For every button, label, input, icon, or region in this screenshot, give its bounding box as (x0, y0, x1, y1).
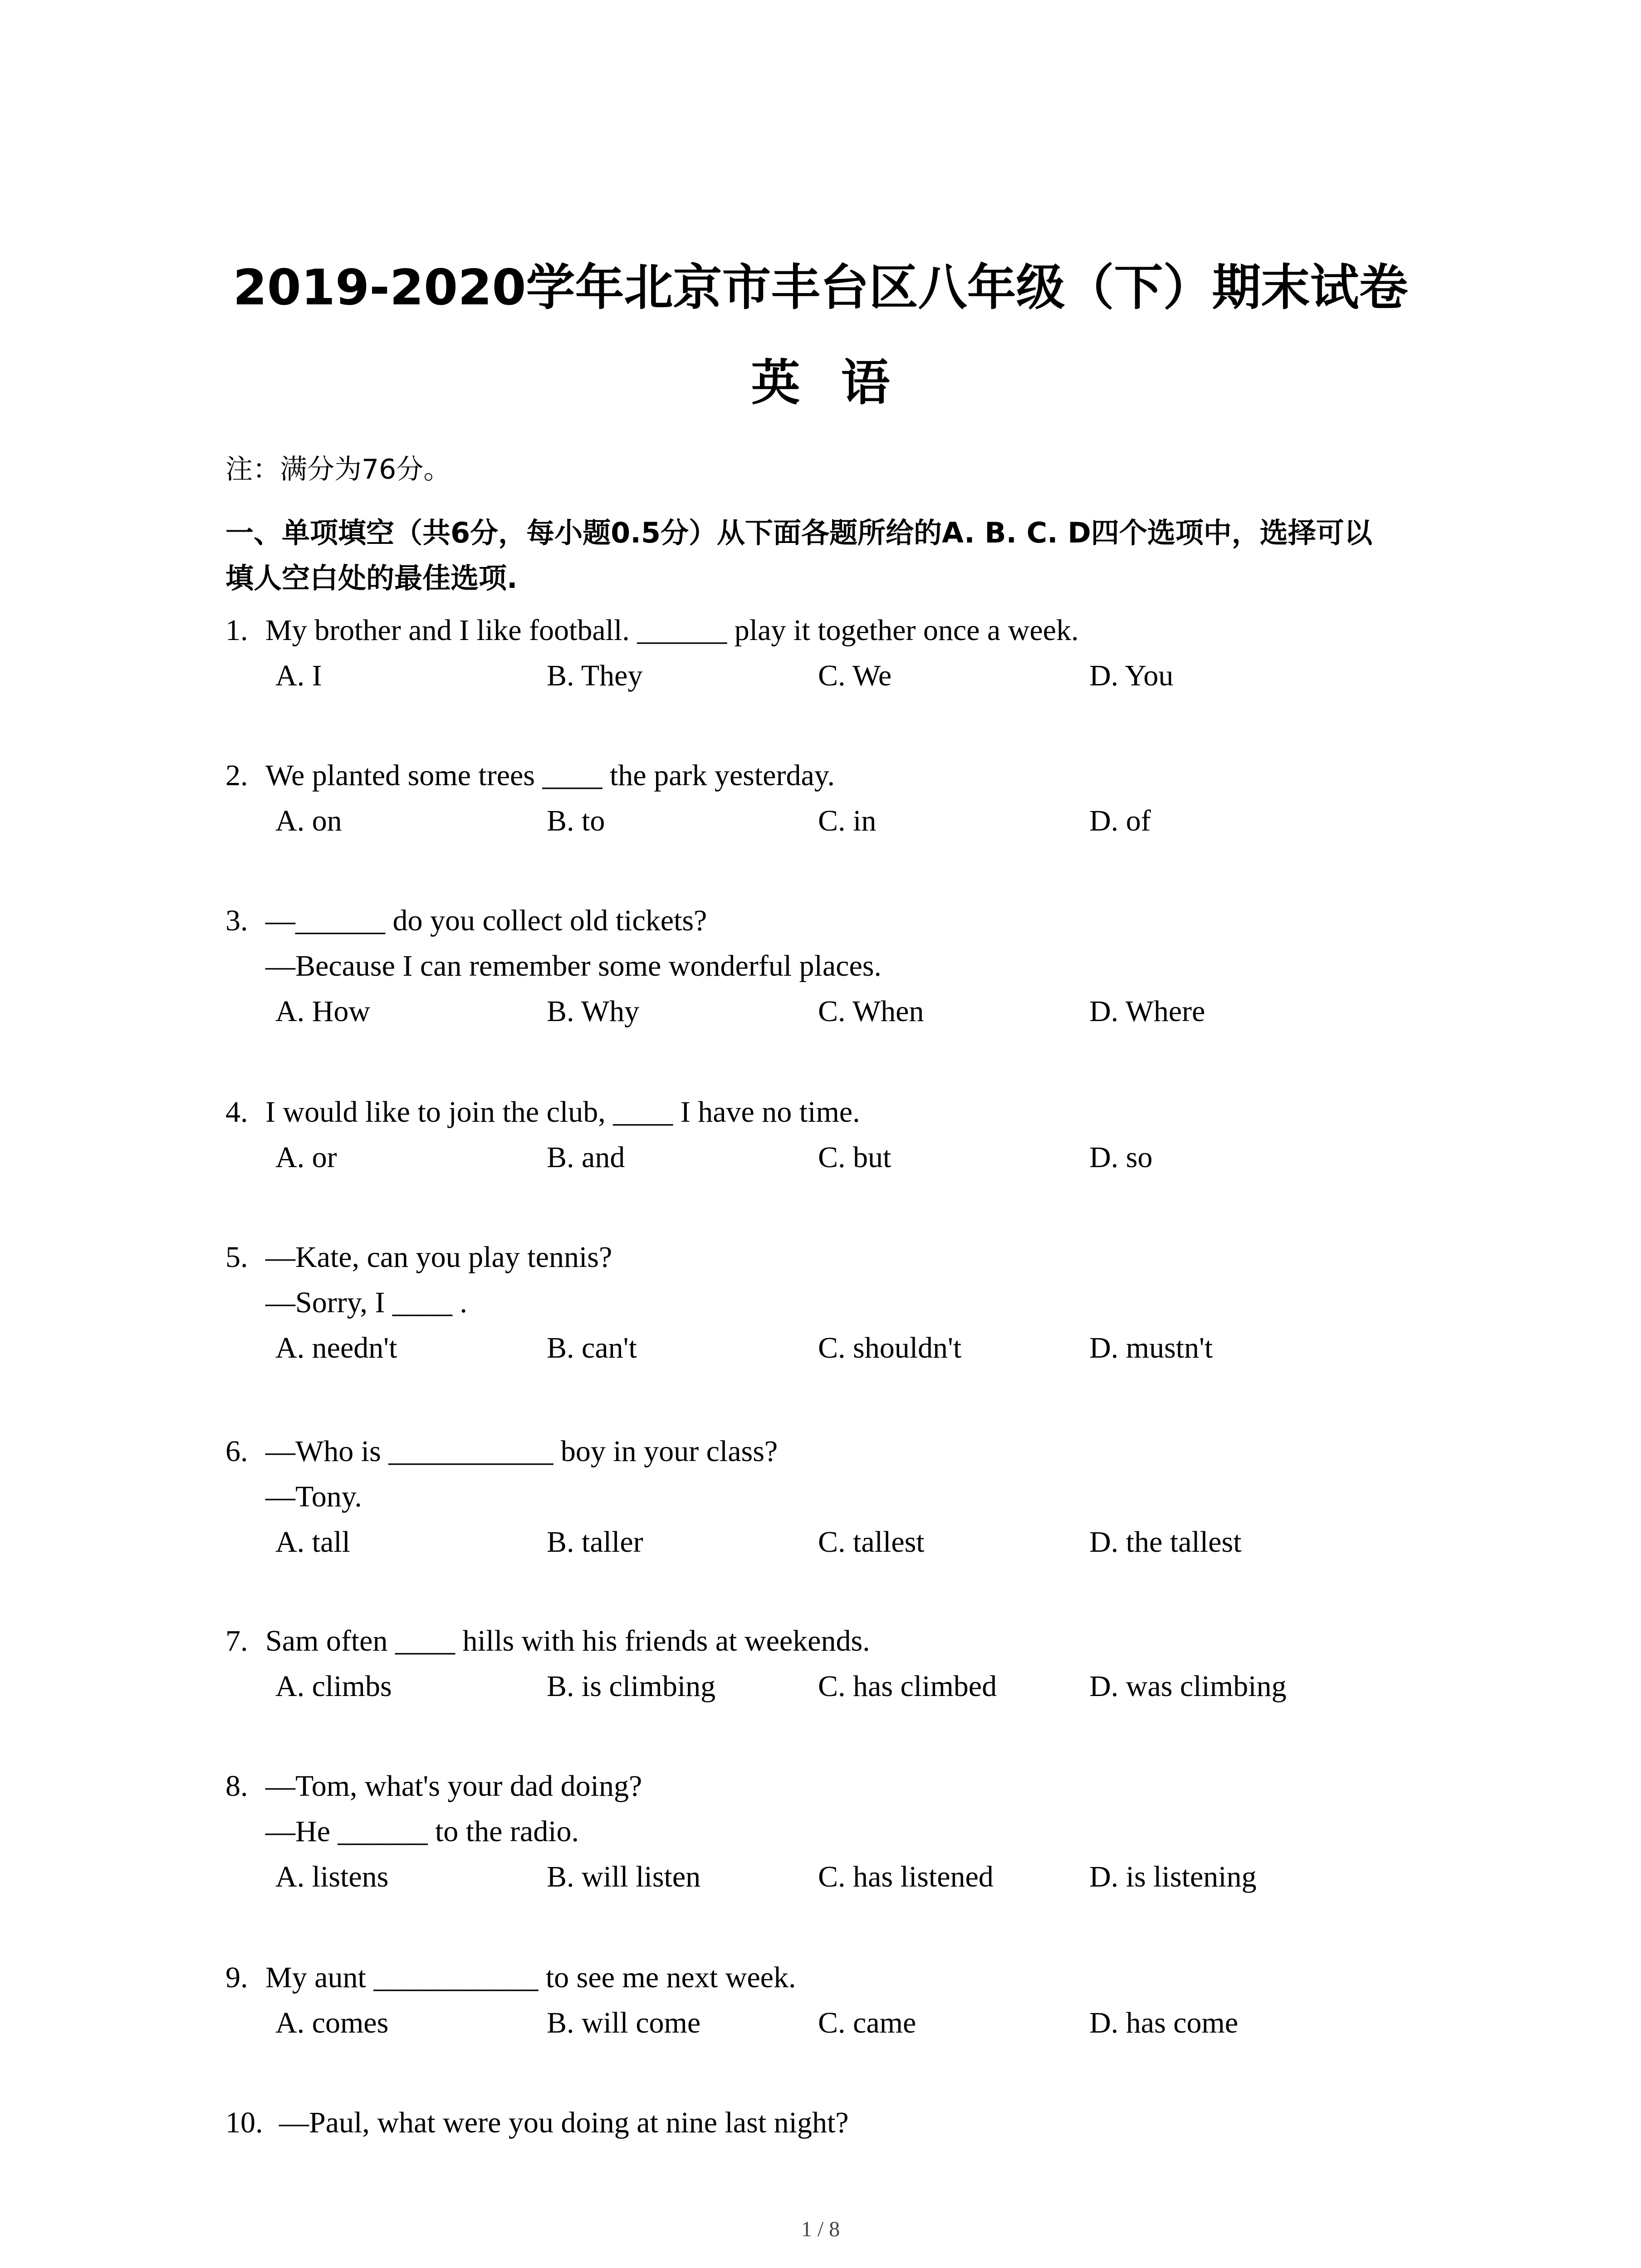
option-d: D. Where (1089, 995, 1205, 1028)
option-b: B. will come (547, 2006, 701, 2039)
option-d: D. mustn't (1089, 1331, 1213, 1364)
question-text: —Kate, can you play tennis? (265, 1241, 612, 1274)
section-instructions-line: 一、单项填空（共6分，每小题0.5分）从下面各题所给的A. B. C. D四个选项中，选择可以 (225, 516, 1372, 549)
question-number: 8. (225, 1769, 248, 1803)
option-b: B. They (547, 659, 643, 692)
section-instructions (225, 510, 1460, 601)
option-a: A. How (275, 995, 370, 1028)
question-text: —Tony. (265, 1480, 362, 1513)
question-text: I would like to join the club, ____ I have no time. (265, 1095, 860, 1129)
option-d: D. of (1089, 804, 1151, 837)
option-d: D. You (1089, 659, 1174, 692)
option-d: D. has come (1089, 2006, 1239, 2039)
option-a: A. or (275, 1141, 337, 1174)
option-d: D. the tallest (1089, 1525, 1242, 1559)
option-a: A. comes (275, 2006, 389, 2039)
option-a: A. listens (275, 1860, 389, 1893)
question-text: —Because I can remember some wonderful places. (265, 949, 882, 982)
option-c: C. in (818, 804, 877, 837)
option-c: C. tallest (818, 1525, 925, 1559)
question-number: 1. (225, 614, 248, 647)
option-b: B. can't (547, 1331, 637, 1364)
question-text: —______ do you collect old tickets? (265, 904, 707, 937)
option-b: B. to (547, 804, 605, 837)
option-d: D. so (1089, 1141, 1153, 1174)
question-number: 6. (225, 1435, 248, 1468)
option-c: C. We (818, 659, 892, 692)
question-number: 10. (225, 2106, 263, 2139)
question-text: We planted some trees ____ the park yesterday. (265, 759, 835, 792)
page-subtitle: 英语 (751, 355, 931, 411)
option-c: C. has climbed (818, 1670, 997, 1703)
option-c: C. but (818, 1141, 892, 1174)
question-number: 5. (225, 1241, 248, 1274)
option-a: A. climbs (275, 1670, 392, 1703)
score-note: 注：满分为76分。 (225, 454, 451, 485)
option-b: B. will listen (547, 1860, 701, 1893)
option-c: C. came (818, 2006, 916, 2039)
question-number: 7. (225, 1624, 248, 1657)
page-number: 1 / 8 (801, 2217, 840, 2241)
option-c: C. shouldn't (818, 1331, 962, 1364)
option-a: A. I (275, 659, 322, 692)
question-text: My aunt ___________ to see me next week. (265, 1961, 796, 1994)
option-b: B. and (547, 1141, 625, 1174)
option-a: A. needn't (275, 1331, 397, 1364)
question-text: Sam often ____ hills with his friends at weekends. (265, 1624, 870, 1657)
page-title: 2019-2020学年北京市丰台区八年级（下）期末试卷 (233, 259, 1408, 316)
question-number: 3. (225, 904, 248, 937)
question-number: 4. (225, 1095, 248, 1129)
option-a: A. tall (275, 1525, 350, 1559)
option-d: D. was climbing (1089, 1670, 1287, 1703)
option-c: C. When (818, 995, 924, 1028)
option-a: A. on (275, 804, 342, 837)
question-text: —Tom, what's your dad doing? (265, 1769, 642, 1803)
question-text: —Who is ___________ boy in your class? (265, 1435, 778, 1468)
option-d: D. is listening (1089, 1860, 1257, 1893)
option-c: C. has listened (818, 1860, 994, 1893)
option-b: B. taller (547, 1525, 643, 1559)
question-text: —Sorry, I ____ . (265, 1286, 467, 1319)
option-b: B. Why (547, 995, 640, 1028)
question-text: —He ______ to the radio. (265, 1815, 579, 1848)
option-b: B. is climbing (547, 1670, 716, 1703)
question-number: 2. (225, 759, 248, 792)
section-instructions-line: 填人空白处的最佳选项. (225, 562, 518, 595)
question-number: 9. (225, 1961, 248, 1994)
question-text: My brother and I like football. ______ play it together once a week. (265, 614, 1079, 647)
question-text: —Paul, what were you doing at nine last night? (279, 2106, 849, 2139)
